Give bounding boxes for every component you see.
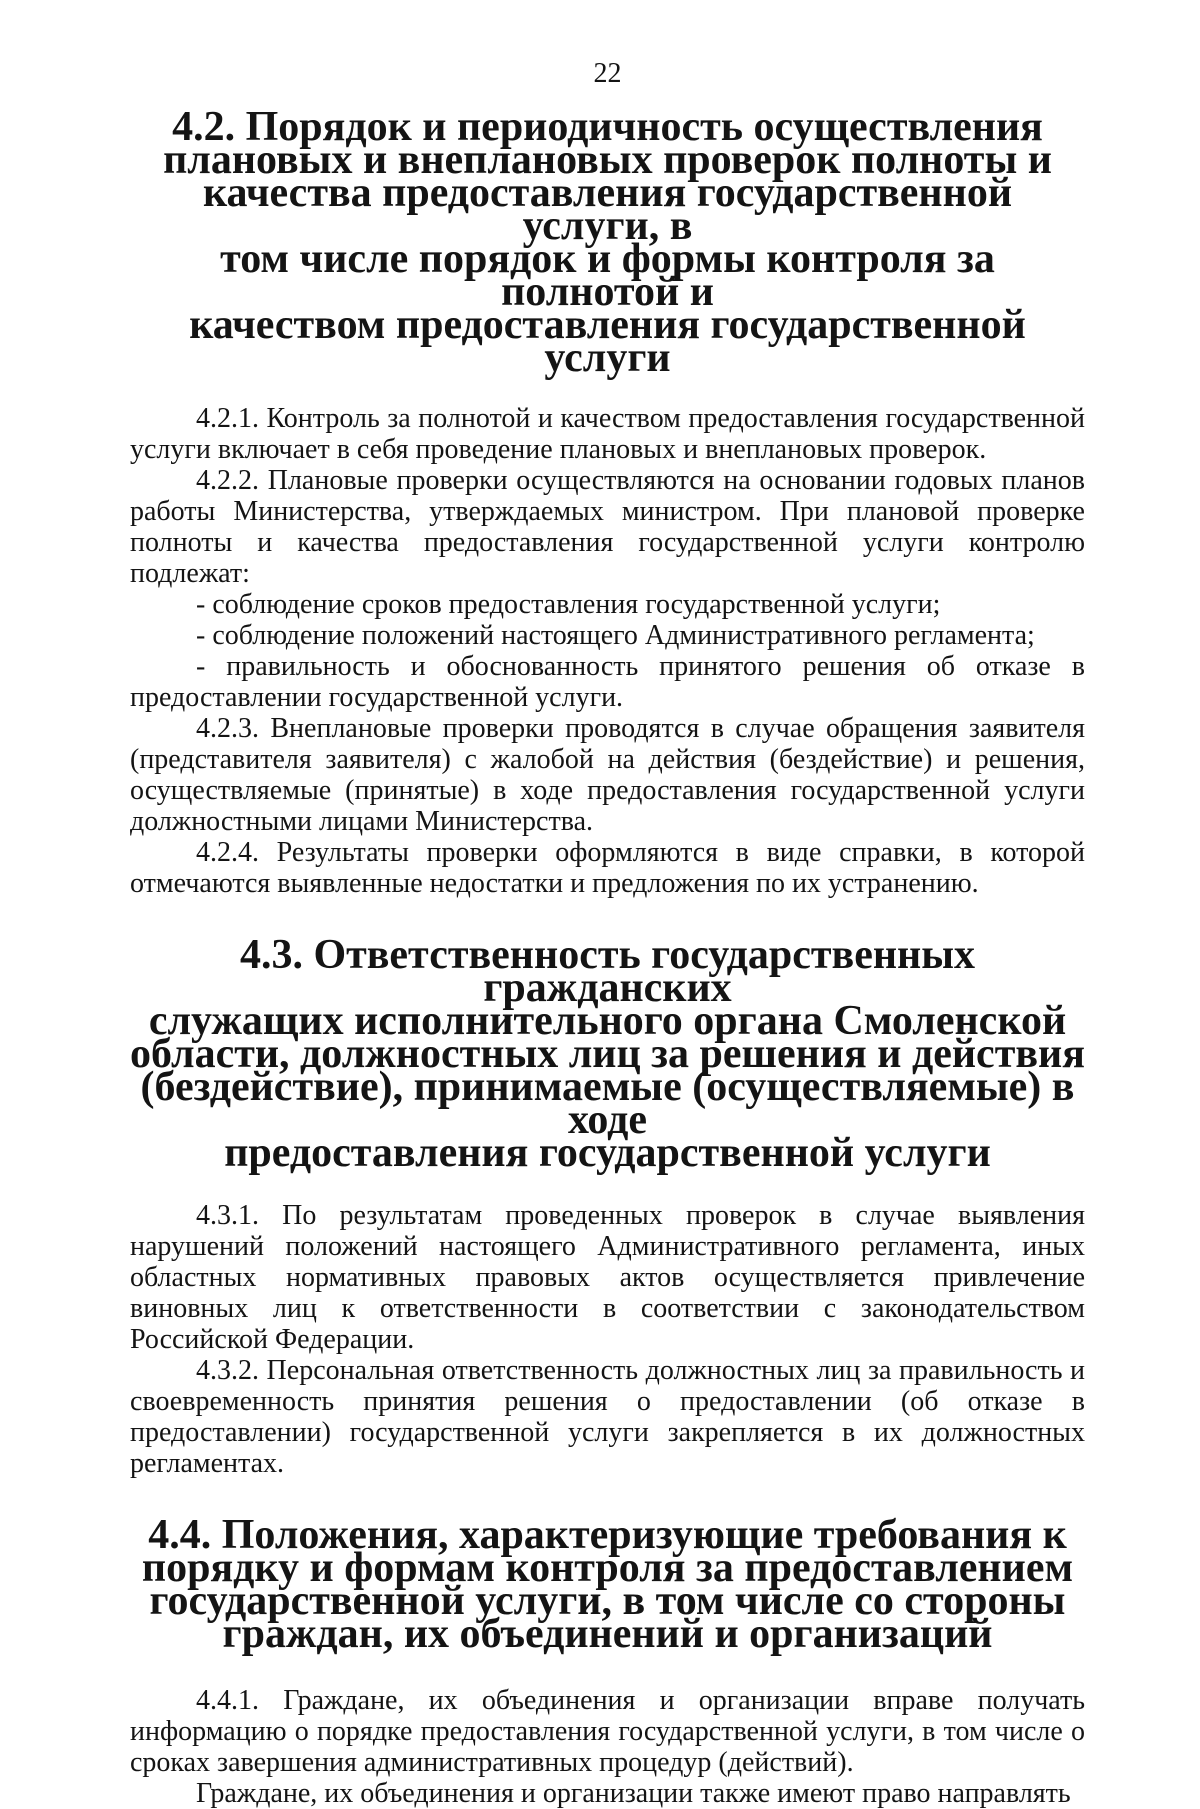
heading-line: служащих исполнительного органа Смоленской [148,998,1067,1044]
heading-line: предоставления государственной услуги [224,1130,991,1176]
heading-line: 4.4. Положения, характеризующие требования к [148,1512,1067,1558]
heading-line: 4.3. Ответственность государственных гражданских [239,932,976,1011]
section-4-4-heading [130,1512,1085,1657]
list-item: - соблюдение сроков предоставления государственной услуги; [196,589,941,620]
paragraph-4-4-1: 4.4.1. Граждане, их объединения и организации вправе получать информацию о порядке предоставления государственной услуги, в том числе о сроках завершения административных процедур (действий). [130,1685,1085,1778]
heading-line: области, должностных лиц за решения и действия [130,1031,1085,1077]
heading-line: государственной услуги, в том числе со стороны [149,1578,1066,1624]
section-4-2-heading [130,104,1085,381]
paragraph-4-2-4: 4.2.4. Результаты проверки оформляются в виде справки, в которой отмечаются выявленные недостатки и предложения по их устранению. [130,837,1085,899]
list-item: - правильность и обоснованность принятого решения об отказе в предоставлении государственной услуги. [130,651,1085,713]
heading-line: 4.2. Порядок и периодичность осуществления [172,104,1043,150]
heading-line: качеством предоставления государственной услуги [189,302,1026,381]
list-item: - соблюдение положений настоящего Административного регламента; [196,620,1035,651]
paragraph-4-2-2: 4.2.2. Плановые проверки осуществляются на основании годовых планов работы Министерства, утверждаемых министром. При плановой проверке полноты и качества предоставления государственной услуги контролю подлежат: [130,465,1085,589]
paragraph-4-3-1: 4.3.1. По результатам проведенных проверок в случае выявления нарушений положений настоящего Административного регламента, иных областных нормативных правовых актов осуществляется привлечение виновных лиц к ответственности в соответствии с законодательством Российской Федерации. [130,1200,1085,1355]
paragraph-4-2-1: 4.2.1. Контроль за полнотой и качеством предоставления государственной услуги включает в себя проведение плановых и внеплановых проверок. [130,403,1085,465]
heading-line: том числе порядок и формы контроля за полнотой и [220,236,995,315]
heading-line: качества предоставления государственной услуги, в [202,170,1013,249]
paragraph-4-3-2: 4.3.2. Персональная ответственность должностных лиц за правильность и своевременность принятия решения о предоставлении (об отказе в предоставлении) государственной услуги закрепляется в их должностных регламентах. [130,1355,1085,1479]
paragraph-4-2-3: 4.2.3. Внеплановые проверки проводятся в случае обращения заявителя (представителя заявителя) с жалобой на действия (бездействие) и решения, осуществляемые (принятые) в ходе предоставления государственной услуги должностными лицами Министерства. [130,713,1085,837]
heading-line: порядку и формам контроля за предоставлением [141,1545,1074,1591]
section-4-3-heading [130,932,1085,1176]
heading-line: граждан, их объединений и организаций [222,1611,993,1657]
page-number: 22 [593,58,622,89]
heading-line: плановых и внеплановых проверок полноты и [163,137,1052,183]
paragraph-continued: Граждане, их объединения и организации также имеют право направлять [196,1778,1071,1809]
heading-line: (бездействие), принимаемые (осуществляемые) в ходе [140,1064,1075,1143]
